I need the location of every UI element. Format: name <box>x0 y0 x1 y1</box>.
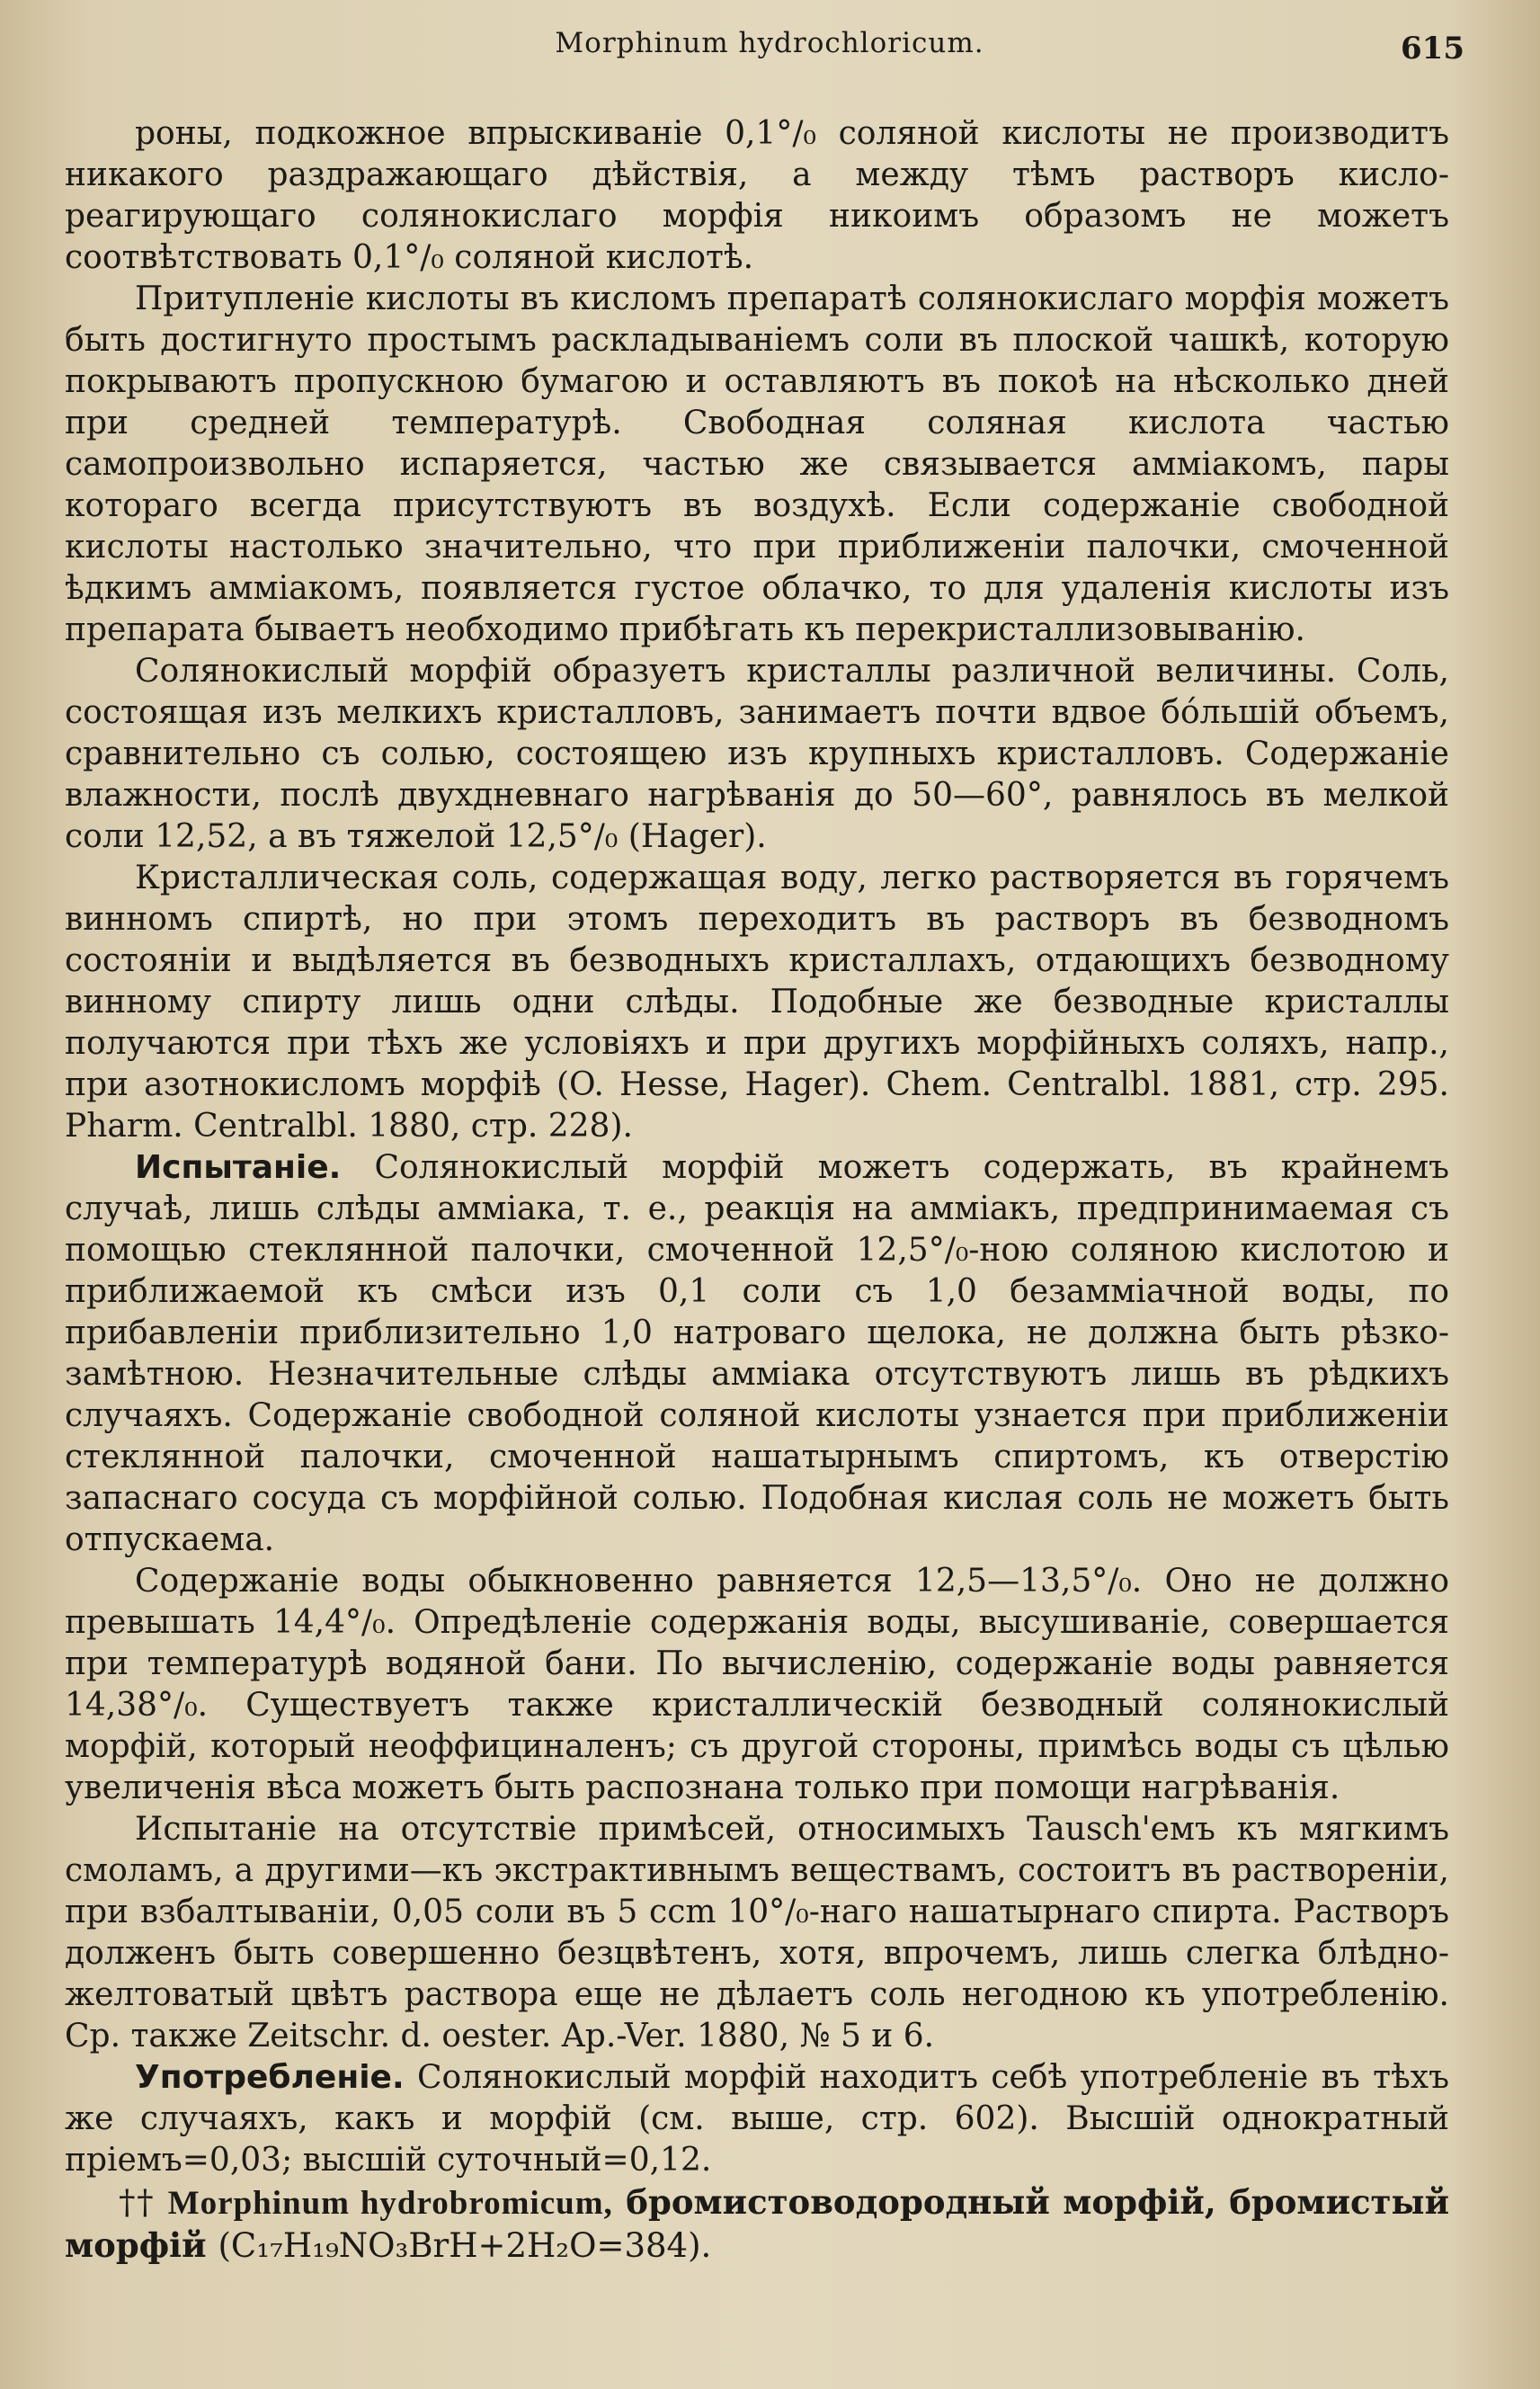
testing-text: Солянокислый морфiй можетъ содержать, въ крайнемъ случаѣ, лишь слѣды амміака, т. е., реакцiя на амміакъ, предпринимаемая съ помощью стеклянной палочки, смоченной 12,5°/₀-ною соляною кислотою и приближаемой къ смѣси изъ 0,1 соли съ 1,0 безамміачной воды, по прибавленiи приблизительно 1,0 натроваго щелока, не должна быть рѣзко-замѣтною. Незначительные слѣды амміака отсутствуютъ лишь въ рѣдкихъ случаяхъ. Содержанiе свободной соляной кислоты узнается при приближенiи стеклянной палочки, смоченной нашатырнымъ спиртомъ, къ отверстiю запаснаго сосуда съ морфiйной солью. Подобная кислая соль не можетъ быть отпускаема. <box>65 1149 1449 1558</box>
paragraph-crystals: Солянокислый морфiй образуетъ кристаллы различной величины. Соль, состоящая изъ мелкихъ кристалловъ, занимаетъ почти вдвое бо́льшiй объемъ, сравнительно съ солью, состоящею изъ крупныхъ кристалловъ. Содержанiе влажности, послѣ двухдневнаго нагрѣванiя до 50—60°, равнялось въ мелкой соли 12,52, а въ тяжелой 12,5°/₀ (Hager). <box>65 653 1449 855</box>
entry-names: бромистоводородный морфiй, бромистый морфiй <box>65 2182 1450 2265</box>
run-in-head-testing: Испытанiе. <box>135 1149 342 1186</box>
entry-headword: Morphinum hydrobromicum, <box>167 2185 613 2222</box>
paragraph-solubility: Кристаллическая соль, содержащая воду, легко растворяется въ горячемъ винномъ спиртѣ, но при этомъ переходитъ въ растворъ въ безводномъ состоянiи и выдѣляется въ безводныхъ кристаллахъ, отдающихъ безводному винному спирту лишь одни слѣды. Подобные же безводные кристаллы получаются при тѣхъ же условiяхъ и при другихъ морфiйныхъ соляхъ, напр., при азотнокисломъ морфiѣ (O. Hesse, Hager). Chem. Centralbl. 1881, стр. 295. Pharm. Centralbl. 1880, стр. 228). <box>65 860 1449 1145</box>
run-in-head-usage: Употребленiе. <box>135 2059 405 2096</box>
paragraph-usage <box>65 2057 1449 2181</box>
paragraph-testing <box>65 1147 1449 1561</box>
paragraph-impurities: Испытанiе на отсутствiе примѣсей, относимыхъ Tausch'емъ къ мягкимъ смоламъ, а другими—къ экстрактивнымъ веществамъ, состоитъ въ растворенiи, при взбалтыванiи, 0,05 соли въ 5 cсm 10°/₀-наго нашатырнаго спирта. Растворъ долженъ быть совершенно безцвѣтенъ, хотя, впрочемъ, лишь слегка блѣдно-желтоватый цвѣтъ раствора еще не дѣлаетъ соль негодною къ употребленiю. Ср. также Zeitschr. d. oester. Ap.-Ver. 1880, № 5 и 6. <box>65 1811 1449 2055</box>
running-title: Morphinum hydrochloricum. <box>555 27 984 59</box>
next-entry-heading <box>65 2181 1449 2267</box>
paragraph-acid-neutralisation: Притупленiе кислоты въ кисломъ препаратѣ солянокислаго морфiя можетъ быть достигнуто простымъ раскладыванiемъ соли въ плоской чашкѣ, которую покрываютъ пропускною бумагою и оставляютъ въ покоѣ на нѣсколько дней при средней температурѣ. Свободная соляная кислота частью самопроизвольно испаряется, частью же связывается амміакомъ, пары которагo всегда присутствуютъ въ воздухѣ. Если содержанiе свободной кислоты настолько значительно, что при приближенiи палочки, смоченной ѣдкимъ амміакомъ, появляется густое облачко, то для удаленiя кислоты изъ препарата бываетъ необходимо прибѣгать къ перекристаллизовыванiю. <box>65 281 1449 648</box>
page-number: 615 <box>1401 31 1464 67</box>
paragraph-water-content: Содержанiе воды обыкновенно равняется 12,5—13,5°/₀. Оно не должно превышать 14,4°/₀. Опредѣленiе содержанiя воды, высушиванiе, совершается при температурѣ водяной бани. По вычисленiю, содержанiе воды равняется 14,38°/₀. Существуетъ также кристаллическiй безводный солянокислый морфiй, который неоффициналенъ; съ другой стороны, примѣсь воды съ цѣлью увеличенiя вѣса можетъ быть распознана только при помощи нагрѣванiя. <box>65 1563 1449 1806</box>
paragraph-continuation: роны, подкожное впрыскиванiе 0,1°/₀ соляной кислоты не производитъ никакого раздражающаго дѣйствiя, а между тѣмъ растворъ кисло-реагирующаго солянокислаго морфiя никоимъ образомъ не можетъ соотвѣтствовать 0,1°/₀ соляной кислотѣ. <box>65 115 1449 276</box>
double-dagger-mark: †† <box>119 2183 156 2222</box>
usage-text: Солянокислый морфiй находитъ себѣ употребленiе въ тѣхъ же случаяхъ, какъ и морфiй (см. выше, стр. 602). Высшiй однократный прiемъ=0,03; высшiй суточный=0,12. <box>65 2059 1449 2179</box>
body-text <box>65 113 1449 2267</box>
entry-formula: (C₁₇H₁₉NO₃BrH+2H₂O=384). <box>218 2226 712 2265</box>
